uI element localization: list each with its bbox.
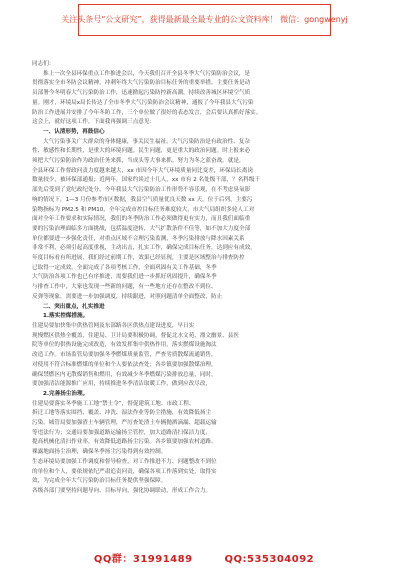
document-body xyxy=(32,60,376,497)
qq-personal-text: QQ:535304092 xyxy=(224,554,315,565)
paragraph-line: 反弹等现象，需要进一步加强调度，持续跟进，对照问题清单全面整改，防止 xyxy=(32,293,223,300)
paragraph-line: 大气污染事关广大群众的身体健康，事关民生福祉。大气污染防治是有政治性、复杂 xyxy=(43,138,250,145)
paragraph-line: 性、敏感性和长期性，是重大的环境问题。民生问题，更是重大的政治问题。时上报来必 xyxy=(32,148,251,155)
paragraph-line: 污染。城管局要加强渣土车辆管理，严厉查处渣土车辆抛洒滴漏、超载运输 xyxy=(32,420,217,427)
paragraph-line: 防治工作进展并安排了今年冬防工作，三个单位做了很好的表态发言，会后要认真抓好落实。 xyxy=(32,109,262,116)
paragraph-line: 贯彻落实全市冬防会议精神，冲刺年终大气污染防治目标任务的重要举措，主要任务是动 xyxy=(32,80,251,87)
paragraph-line: 住建局要落实冬季施工工地“禁土令”，督促建筑工地、市政工程、 xyxy=(32,400,195,407)
paragraph-line: 非常不利，必须引起高度重视，主动出击，扎实工作，确保完成目标任务，达到应有成效。 xyxy=(32,245,256,252)
paragraph-line: 大气防治各项工作也已有序推进，需要我们进一步抓好巩固提升，确保冬季 xyxy=(32,274,217,281)
paragraph-line: 效，为完成全年大气污染防治目标任务提供坚强保障。 xyxy=(32,478,167,485)
section-heading: 2.完善扬尘治理。 xyxy=(43,390,89,397)
paragraph-line: 生态环境局要加强工作调度和督导检查，对工作推进不力、问题整改不到位 xyxy=(32,458,217,465)
section-heading: 1.落实控煤措施。 xyxy=(43,313,89,320)
paragraph-line: 拆迁工地等落实围挡、覆盖、冲洗、湿法作业等防尘措施，有效降低扬尘 xyxy=(32,410,212,417)
document-salutation: 同志们： xyxy=(32,61,55,67)
paragraph-line: 部先后受到了党纪政纪处分，今年我县大气污染防治工作形势不容乐观，在不考虑臭氧影 xyxy=(32,187,251,194)
paragraph-line: 这会上，就好这项工作，下面我再强调三点意见： xyxy=(32,119,156,126)
paragraph-line: 与排查工作中，大家也发现一些新的问题，有一些地方还存在整改不到位、 xyxy=(32,284,217,291)
paragraph-line: 裸露地面扬尘治理，确保冬季扬尘污染得到有效控制。 xyxy=(32,449,167,456)
promo-banner xyxy=(61,4,348,36)
paragraph-line: 的单位和个人，要依规依纪严肃追责问责，确保各项工作落到实处，取得实 xyxy=(32,468,217,475)
qq-group-text: QQ群：31991489 xyxy=(93,554,193,565)
paragraph-line: 染物指标为 PM2.5 和 PM10，全年完成市控目标任务难度较大，市大气局组织多轮人工对 xyxy=(32,206,255,213)
paragraph-line: 提高机械化清扫作业率，有效降低道路扬尘污染。各乡镇要加强农村道路、 xyxy=(32,439,217,446)
paragraph-line: 确保禁燃区内无散煤销售和燃用，有效减少冬季燃煤污染排放总量，同时， xyxy=(32,371,217,378)
paragraph-line: 已取得一定成效，全面完成了各项考核工作，全面巩固有关工作基础，冬季 xyxy=(32,264,217,271)
paragraph-line: 要加强清洁能源推广应用，持续推进冬季清洁取暖工作，做到应改尽改， xyxy=(32,381,212,388)
paragraph-line: 数量较少，被环保部通报；近两年，国家约谈过十几人，xx 市有 2 名处级干部，？名科级干 xyxy=(32,177,261,184)
paragraph-line: 全县环保工作督政问责力度越来越大，xx 市因今年大气环境质量同比变差，环保局长离岗 xyxy=(32,167,253,174)
paragraph-line: 院等单位的供热设施完成改造，有效发挥集中供热作用，落实燃煤设施淘汰 xyxy=(32,342,217,349)
paragraph-line: 须把大气污染防治作为政治任务来抓，当成头等大事来抓。努力为冬之蓝奋战。就是， xyxy=(32,158,245,165)
document-paragraphs xyxy=(32,70,376,497)
paragraph-line: 对使用不符合标准燃煤的单位和个人要依法查处；各乡镇要加强散煤治理， xyxy=(32,361,217,368)
paragraph-line: 要的污染治理面临多方面挑战，包括温度逆转，大气扩散条件不佳等，如不加大力度全部 xyxy=(32,225,251,232)
paragraph-line: 员部署今冬明春大气污染防治工作，迅速掀起污染防控新高潮，持续改善城区环境空气质 xyxy=(32,90,251,97)
paragraph-line: 现慢燃区供热全覆盖，住建局、卫计局要积极协调，督促北水文苑、漂文幽景、县医 xyxy=(32,332,239,339)
section-heading: 二、突出重点，扎实推进 xyxy=(43,303,105,310)
contact-footer xyxy=(0,550,408,565)
paragraph-line: 各级各部门要坚持问题导向、目标导向，强化协调联动，形成工作合力。 xyxy=(32,487,212,494)
paragraph-line: 单位都要进一步强化责任，对重点区域不合理污染监测，冬季污染排放与降水因素关系 xyxy=(32,235,245,242)
paragraph-line: 响的情况下，1—3 月份参考市区数据，我县空气质量优良天数 xx 天，位于后列，主要污 xyxy=(32,196,253,203)
promo-banner-text: 关注头条号“公文研究”，获得最新最全最专业的公文资料库！ 微信：gongwenyj xyxy=(61,15,348,24)
paragraph-line: 改造工作。市场监管局要加强冬季燃煤质量监管，严查劣质散煤流通销售， xyxy=(32,352,217,359)
paragraph-line: 量。刚才，环境局x局长传达了全市冬季大气污染防治会议精神，通报了今年我县大气污染 xyxy=(32,99,254,106)
paragraph-line: 年度目标看有所进展，我们经过前期工作，效果已经显现，主要是区域整治与排查防控 xyxy=(32,255,245,262)
paragraph-line: 面对全年工作要求和实际情况，我们的冬季防治工作必须做得更有实力，而且我们面临重 xyxy=(32,216,251,223)
section-heading: 一、认清形势，再鼓信心 xyxy=(43,128,105,135)
paragraph-line: 住建局要加快集中供热管网及东部路各区供热点建设进度，早日实 xyxy=(32,322,195,329)
paragraph-line: 等违法行为；交通局要加强道路运输扬尘管控，加大道路清扫保洁力度， xyxy=(32,429,212,436)
paragraph-line: 推上一次全县环保重点工作推进会以，今天我们召开全县冬季大气污染防治会议，是 xyxy=(43,70,250,77)
